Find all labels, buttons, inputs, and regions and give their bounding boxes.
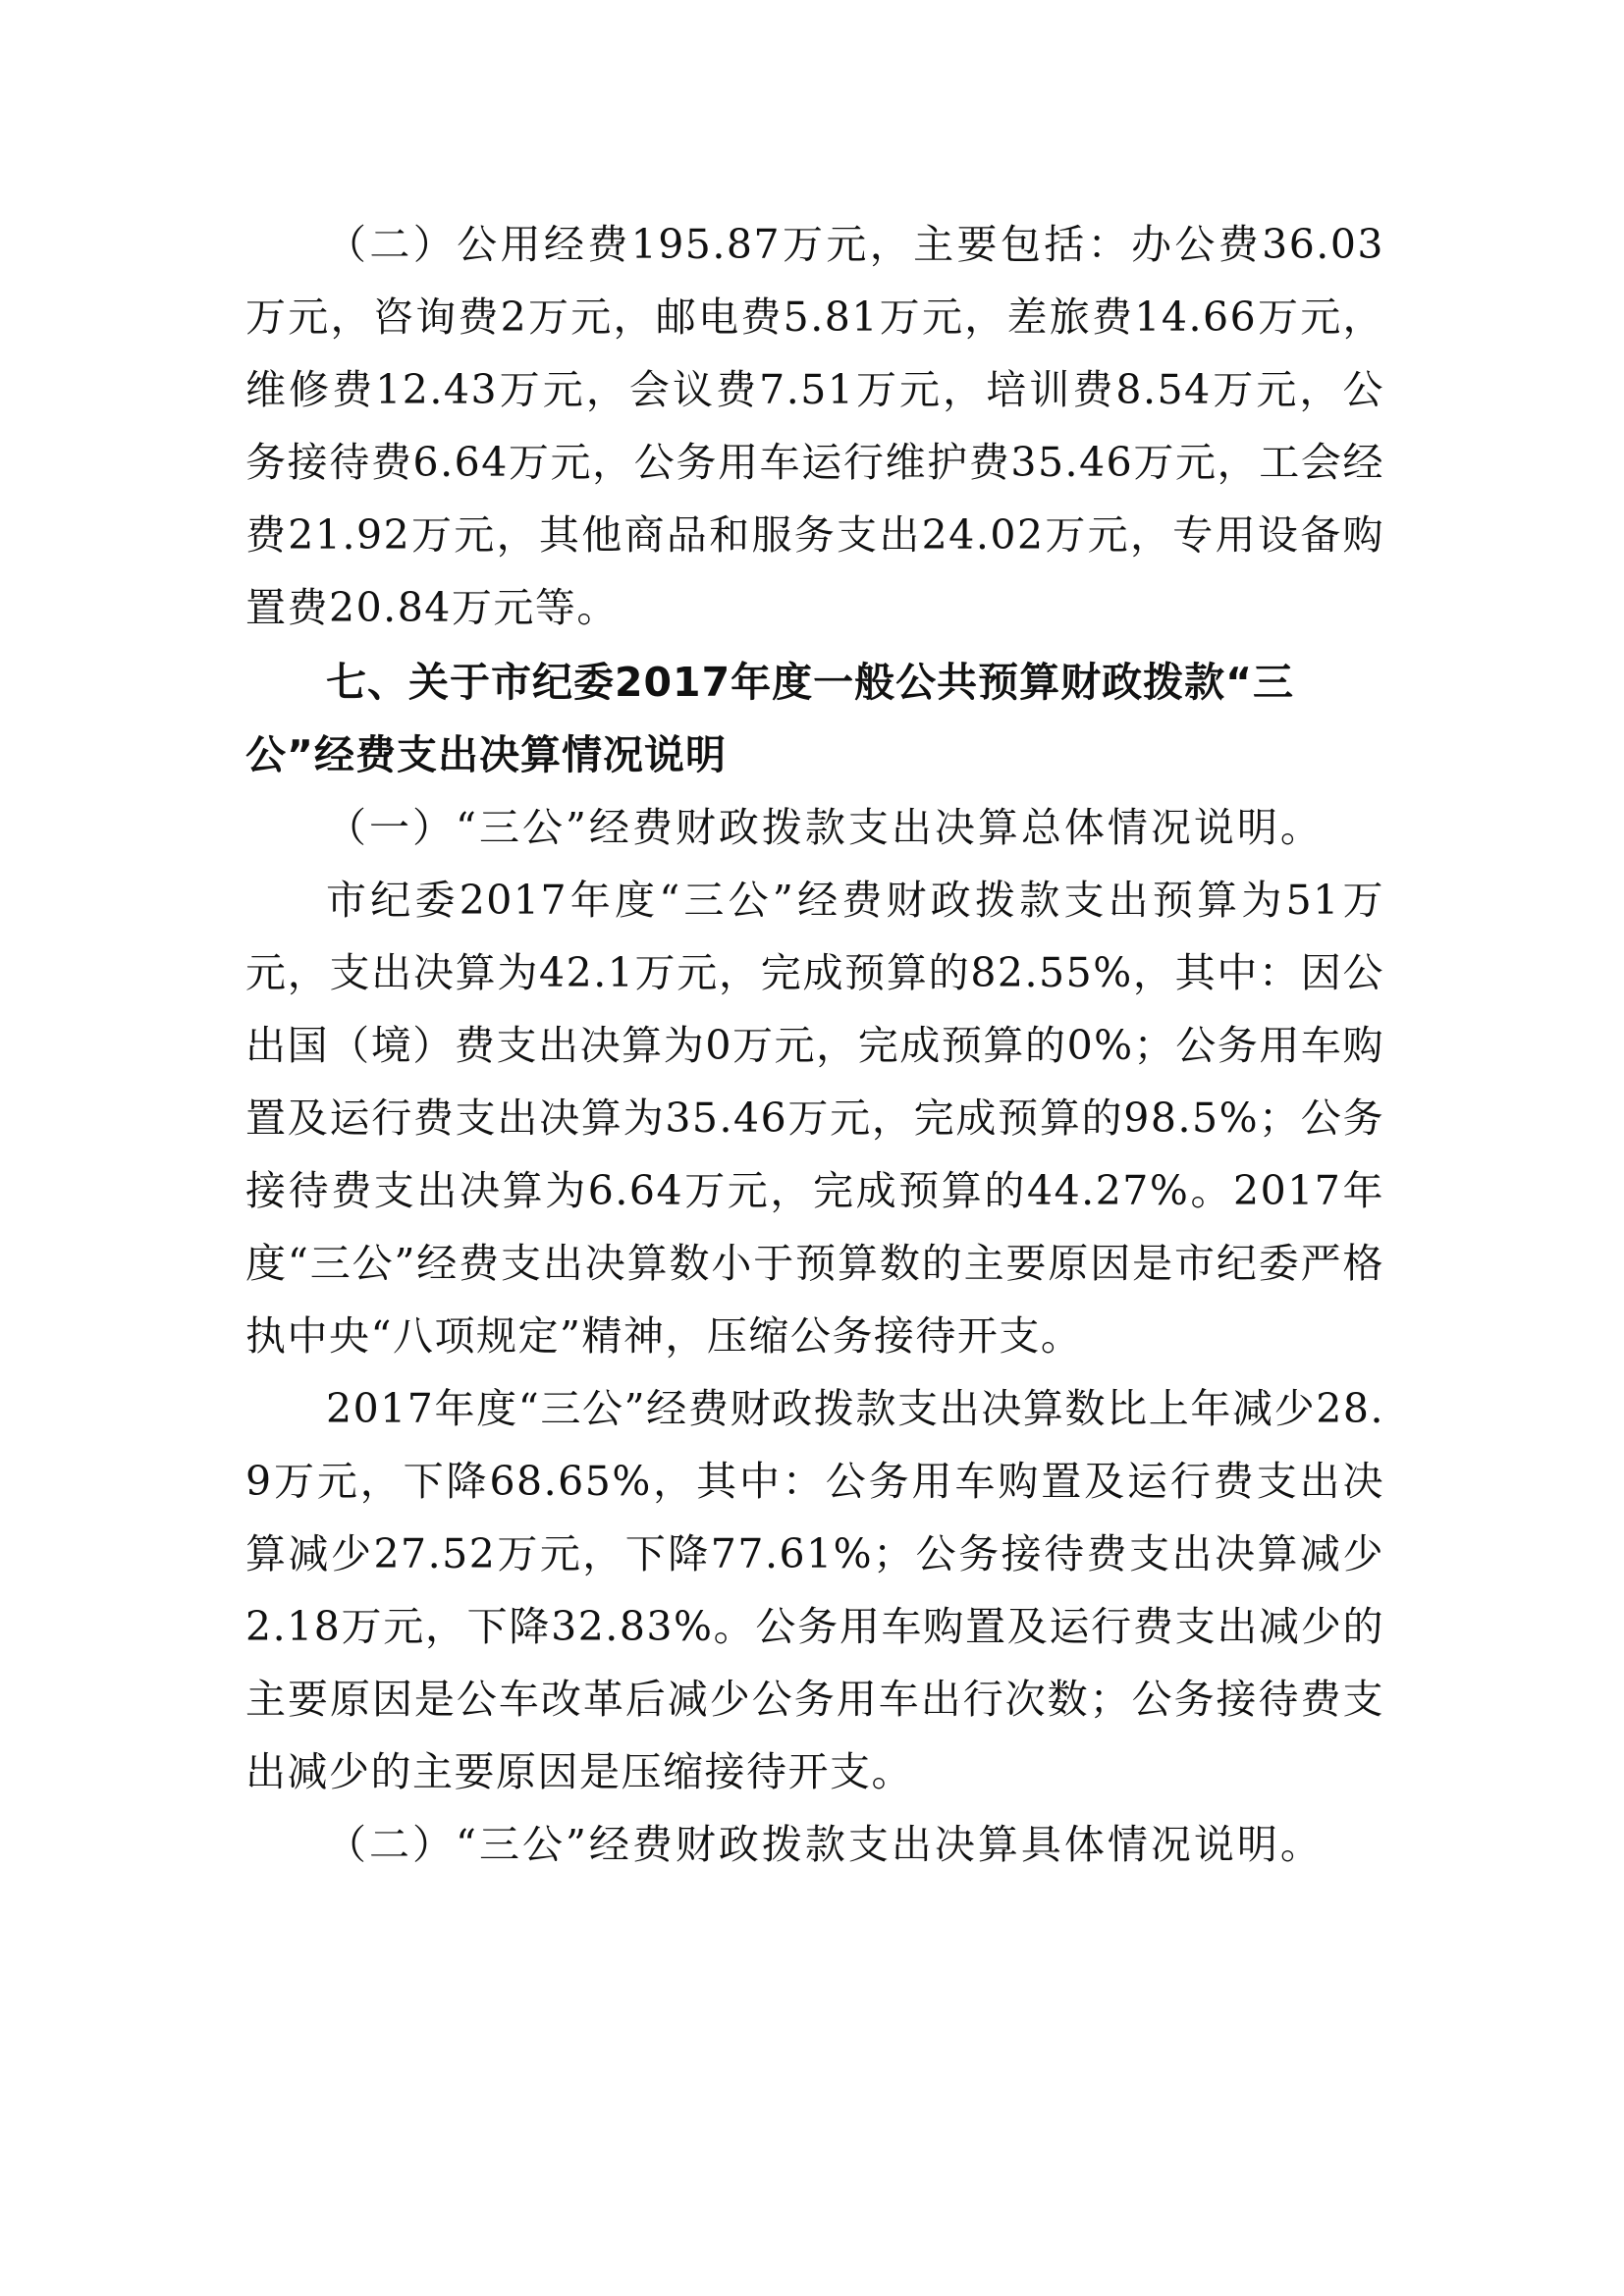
paragraph-year-over-year: 2017年度“三公”经费财政拨款支出决算数比上年减少28.9万元，下降68.65%，其中：公务用车购置及运行费支出决算减少27.52万元，下降77.61%；公务接待费支出决算减少2.18万元，下降32.83%。公务用车购置及运行费支出减少的主要原因是公车改革后减少公务用车出行次数；公务接待费支出减少的主要原因是压缩接待开支。 <box>245 1385 1384 1795</box>
paragraph-budget-completion: 市纪委2017年度“三公”经费财政拨款支出预算为51万元，支出决算为42.1万元，完成预算的82.55%，其中：因公出国（境）费支出决算为0万元，完成预算的0%；公务用车购置及运行费支出决算为35.46万元，完成预算的98.5%；公务接待费支出决算为6.64万元，完成预算的44.27%。2017年度“三公”经费支出决算数小于预算数的主要原因是市纪委严格执中央“八项规定”精神，压缩公务接待开支。 <box>245 877 1384 1360</box>
paragraph-public-expenses: （二）公用经费195.87万元，主要包括：办公费36.03万元，咨询费2万元，邮电费5.81万元，差旅费14.66万元，维修费12.43万元，会议费7.51万元，培训费8.54万元，公务接待费6.64万元，公务用车运行维护费35.46万元，工会经费21.92万元，其他商品和服务支出24.02万元，专用设备购置费20.84万元等。 <box>245 221 1384 631</box>
subheading-overall-situation: （一）“三公”经费财政拨款支出决算总体情况说明。 <box>326 804 1324 851</box>
section-heading-three-public-expenses: 七、关于市纪委2017年度一般公共预算财政拨款“三公”经费支出决算情况说明 <box>245 659 1295 778</box>
document-body <box>245 208 1384 1881</box>
subheading-specific-situation: （二）“三公”经费财政拨款支出决算具体情况说明。 <box>326 1821 1324 1868</box>
